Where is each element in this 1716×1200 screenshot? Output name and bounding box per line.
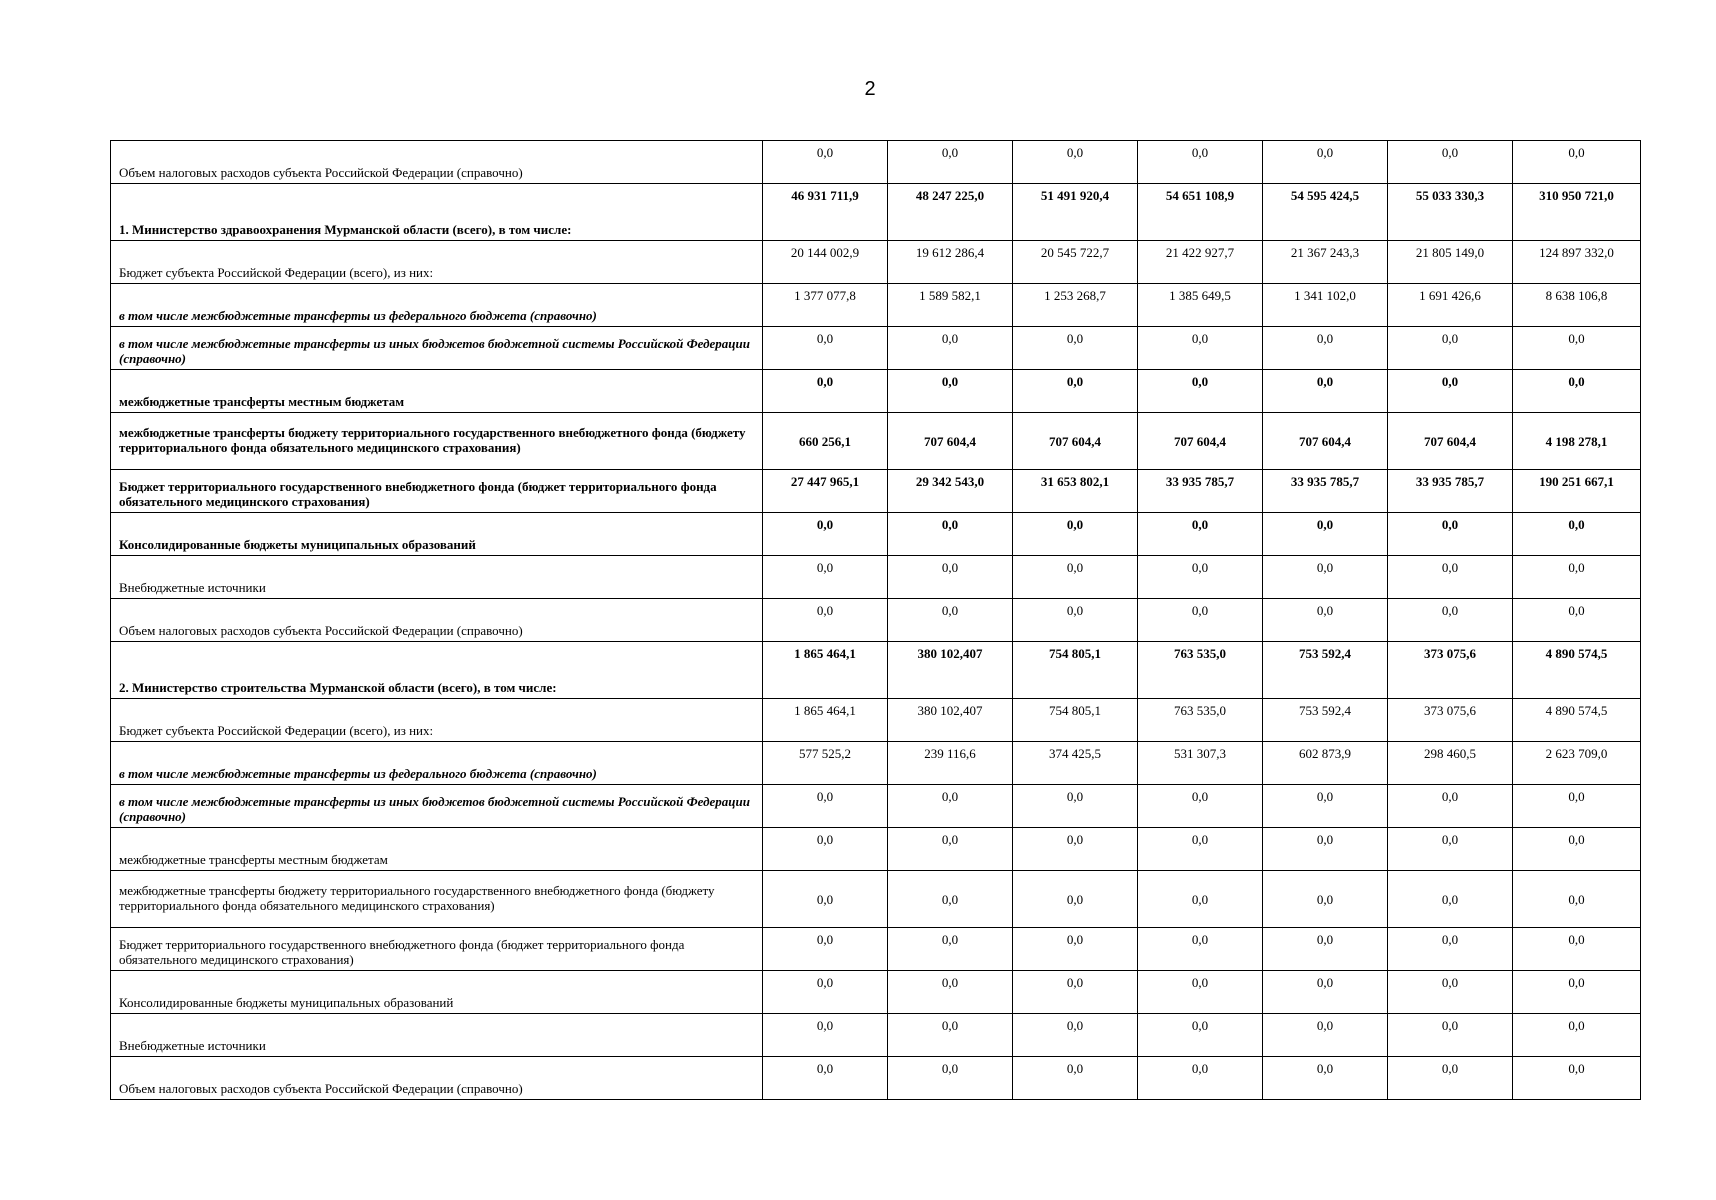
value-cell: 0,0 bbox=[1263, 513, 1388, 556]
table-row bbox=[111, 470, 1641, 513]
value-cell: 0,0 bbox=[1013, 370, 1138, 413]
value-cell: 33 935 785,7 bbox=[1138, 470, 1263, 513]
value-cell: 46 931 711,9 bbox=[763, 184, 888, 241]
value-cell: 0,0 bbox=[763, 971, 888, 1014]
value-cell: 0,0 bbox=[1013, 141, 1138, 184]
value-cell: 0,0 bbox=[1013, 828, 1138, 871]
value-cell: 21 367 243,3 bbox=[1263, 241, 1388, 284]
value-cell: 0,0 bbox=[888, 971, 1013, 1014]
value-cell: 0,0 bbox=[1513, 513, 1641, 556]
value-cell: 0,0 bbox=[1263, 1014, 1388, 1057]
row-label: Объем налоговых расходов субъекта Российской Федерации (справочно) bbox=[111, 1057, 763, 1100]
value-cell: 51 491 920,4 bbox=[1013, 184, 1138, 241]
value-cell: 0,0 bbox=[1013, 971, 1138, 1014]
value-cell: 707 604,4 bbox=[1138, 413, 1263, 470]
value-cell: 0,0 bbox=[1263, 785, 1388, 828]
table-row bbox=[111, 284, 1641, 327]
value-cell: 0,0 bbox=[763, 871, 888, 928]
value-cell: 1 691 426,6 bbox=[1388, 284, 1513, 327]
value-cell: 0,0 bbox=[888, 1014, 1013, 1057]
value-cell: 0,0 bbox=[763, 370, 888, 413]
value-cell: 310 950 721,0 bbox=[1513, 184, 1641, 241]
value-cell: 0,0 bbox=[1138, 556, 1263, 599]
value-cell: 0,0 bbox=[888, 928, 1013, 971]
row-label: Объем налоговых расходов субъекта Российской Федерации (справочно) bbox=[111, 141, 763, 184]
table-row bbox=[111, 642, 1641, 699]
row-label: 2. Министерство строительства Мурманской области (всего), в том числе: bbox=[111, 642, 763, 699]
table-row bbox=[111, 699, 1641, 742]
value-cell: 707 604,4 bbox=[1388, 413, 1513, 470]
value-cell: 4 890 574,5 bbox=[1513, 699, 1641, 742]
value-cell: 0,0 bbox=[1138, 599, 1263, 642]
row-label: Консолидированные бюджеты муниципальных образований bbox=[111, 971, 763, 1014]
budget-table-body bbox=[111, 141, 1641, 1100]
value-cell: 0,0 bbox=[1138, 513, 1263, 556]
table-row bbox=[111, 742, 1641, 785]
value-cell: 0,0 bbox=[1138, 327, 1263, 370]
value-cell: 0,0 bbox=[1263, 928, 1388, 971]
value-cell: 124 897 332,0 bbox=[1513, 241, 1641, 284]
value-cell: 33 935 785,7 bbox=[1388, 470, 1513, 513]
table-row bbox=[111, 599, 1641, 642]
value-cell: 0,0 bbox=[1263, 556, 1388, 599]
row-label: межбюджетные трансферты бюджету территориального государственного внебюджетного фонда (бюджету территориального фонда обязательного медицинского страхования) bbox=[111, 871, 763, 928]
table-row bbox=[111, 327, 1641, 370]
value-cell: 0,0 bbox=[1388, 971, 1513, 1014]
value-cell: 0,0 bbox=[888, 871, 1013, 928]
value-cell: 0,0 bbox=[1013, 599, 1138, 642]
value-cell: 0,0 bbox=[1513, 370, 1641, 413]
value-cell: 19 612 286,4 bbox=[888, 241, 1013, 284]
value-cell: 0,0 bbox=[1013, 871, 1138, 928]
value-cell: 763 535,0 bbox=[1138, 699, 1263, 742]
table-row bbox=[111, 556, 1641, 599]
table-row bbox=[111, 1014, 1641, 1057]
value-cell: 0,0 bbox=[1388, 828, 1513, 871]
value-cell: 0,0 bbox=[1388, 599, 1513, 642]
value-cell: 0,0 bbox=[1138, 828, 1263, 871]
value-cell: 0,0 bbox=[1513, 599, 1641, 642]
value-cell: 0,0 bbox=[1513, 871, 1641, 928]
value-cell: 754 805,1 bbox=[1013, 642, 1138, 699]
value-cell: 1 865 464,1 bbox=[763, 642, 888, 699]
value-cell: 380 102,407 bbox=[888, 642, 1013, 699]
value-cell: 298 460,5 bbox=[1388, 742, 1513, 785]
value-cell: 0,0 bbox=[1388, 327, 1513, 370]
value-cell: 753 592,4 bbox=[1263, 699, 1388, 742]
value-cell: 0,0 bbox=[763, 1014, 888, 1057]
table-row bbox=[111, 1057, 1641, 1100]
value-cell: 373 075,6 bbox=[1388, 699, 1513, 742]
table-row bbox=[111, 184, 1641, 241]
row-label: в том числе межбюджетные трансферты из иных бюджетов бюджетной системы Российской Федерации (справочно) bbox=[111, 327, 763, 370]
value-cell: 0,0 bbox=[1513, 327, 1641, 370]
value-cell: 0,0 bbox=[1138, 871, 1263, 928]
value-cell: 0,0 bbox=[1388, 928, 1513, 971]
value-cell: 0,0 bbox=[1513, 141, 1641, 184]
value-cell: 190 251 667,1 bbox=[1513, 470, 1641, 513]
value-cell: 4 198 278,1 bbox=[1513, 413, 1641, 470]
value-cell: 239 116,6 bbox=[888, 742, 1013, 785]
value-cell: 4 890 574,5 bbox=[1513, 642, 1641, 699]
table-row bbox=[111, 413, 1641, 470]
value-cell: 0,0 bbox=[1513, 785, 1641, 828]
row-label: Бюджет субъекта Российской Федерации (всего), из них: bbox=[111, 241, 763, 284]
row-label: 1. Министерство здравоохранения Мурманской области (всего), в том числе: bbox=[111, 184, 763, 241]
table-row bbox=[111, 141, 1641, 184]
value-cell: 0,0 bbox=[888, 556, 1013, 599]
value-cell: 0,0 bbox=[1138, 141, 1263, 184]
value-cell: 31 653 802,1 bbox=[1013, 470, 1138, 513]
value-cell: 1 589 582,1 bbox=[888, 284, 1013, 327]
value-cell: 0,0 bbox=[1388, 1057, 1513, 1100]
value-cell: 0,0 bbox=[763, 1057, 888, 1100]
value-cell: 0,0 bbox=[1263, 327, 1388, 370]
value-cell: 8 638 106,8 bbox=[1513, 284, 1641, 327]
value-cell: 0,0 bbox=[1513, 928, 1641, 971]
value-cell: 753 592,4 bbox=[1263, 642, 1388, 699]
value-cell: 0,0 bbox=[1388, 1014, 1513, 1057]
table-row bbox=[111, 828, 1641, 871]
value-cell: 763 535,0 bbox=[1138, 642, 1263, 699]
value-cell: 0,0 bbox=[888, 599, 1013, 642]
value-cell: 1 341 102,0 bbox=[1263, 284, 1388, 327]
value-cell: 0,0 bbox=[1513, 971, 1641, 1014]
value-cell: 0,0 bbox=[888, 370, 1013, 413]
value-cell: 531 307,3 bbox=[1138, 742, 1263, 785]
row-label: межбюджетные трансферты бюджету территориального государственного внебюджетного фонда (бюджету территориального фонда обязательного медицинского страхования) bbox=[111, 413, 763, 470]
value-cell: 29 342 543,0 bbox=[888, 470, 1013, 513]
value-cell: 0,0 bbox=[1513, 1057, 1641, 1100]
value-cell: 0,0 bbox=[763, 141, 888, 184]
value-cell: 660 256,1 bbox=[763, 413, 888, 470]
value-cell: 374 425,5 bbox=[1013, 742, 1138, 785]
page-number: 2 bbox=[864, 78, 876, 100]
value-cell: 0,0 bbox=[1138, 370, 1263, 413]
value-cell: 0,0 bbox=[1263, 871, 1388, 928]
value-cell: 707 604,4 bbox=[1263, 413, 1388, 470]
value-cell: 0,0 bbox=[1013, 513, 1138, 556]
value-cell: 0,0 bbox=[888, 785, 1013, 828]
value-cell: 0,0 bbox=[763, 928, 888, 971]
value-cell: 0,0 bbox=[1138, 785, 1263, 828]
value-cell: 754 805,1 bbox=[1013, 699, 1138, 742]
value-cell: 0,0 bbox=[1388, 871, 1513, 928]
value-cell: 27 447 965,1 bbox=[763, 470, 888, 513]
value-cell: 0,0 bbox=[888, 828, 1013, 871]
value-cell: 602 873,9 bbox=[1263, 742, 1388, 785]
value-cell: 0,0 bbox=[763, 513, 888, 556]
table-row bbox=[111, 241, 1641, 284]
row-label: в том числе межбюджетные трансферты из федерального бюджета (справочно) bbox=[111, 284, 763, 327]
row-label: в том числе межбюджетные трансферты из федерального бюджета (справочно) bbox=[111, 742, 763, 785]
row-label: Консолидированные бюджеты муниципальных образований bbox=[111, 513, 763, 556]
value-cell: 21 422 927,7 bbox=[1138, 241, 1263, 284]
value-cell: 0,0 bbox=[1013, 928, 1138, 971]
value-cell: 0,0 bbox=[1513, 1014, 1641, 1057]
value-cell: 0,0 bbox=[1388, 370, 1513, 413]
value-cell: 0,0 bbox=[888, 513, 1013, 556]
value-cell: 1 385 649,5 bbox=[1138, 284, 1263, 327]
row-label: в том числе межбюджетные трансферты из иных бюджетов бюджетной системы Российской Федерации (справочно) bbox=[111, 785, 763, 828]
value-cell: 0,0 bbox=[1138, 971, 1263, 1014]
value-cell: 0,0 bbox=[763, 599, 888, 642]
value-cell: 0,0 bbox=[1263, 971, 1388, 1014]
value-cell: 0,0 bbox=[1138, 1057, 1263, 1100]
table-row bbox=[111, 871, 1641, 928]
value-cell: 54 651 108,9 bbox=[1138, 184, 1263, 241]
value-cell: 707 604,4 bbox=[1013, 413, 1138, 470]
row-label: Внебюджетные источники bbox=[111, 1014, 763, 1057]
value-cell: 0,0 bbox=[1388, 513, 1513, 556]
row-label: Объем налоговых расходов субъекта Российской Федерации (справочно) bbox=[111, 599, 763, 642]
value-cell: 0,0 bbox=[1263, 1057, 1388, 1100]
value-cell: 0,0 bbox=[1388, 785, 1513, 828]
value-cell: 1 377 077,8 bbox=[763, 284, 888, 327]
value-cell: 1 865 464,1 bbox=[763, 699, 888, 742]
value-cell: 0,0 bbox=[1388, 556, 1513, 599]
value-cell: 0,0 bbox=[1013, 556, 1138, 599]
value-cell: 0,0 bbox=[1513, 828, 1641, 871]
value-cell: 0,0 bbox=[888, 327, 1013, 370]
row-label: Бюджет субъекта Российской Федерации (всего), из них: bbox=[111, 699, 763, 742]
value-cell: 33 935 785,7 bbox=[1263, 470, 1388, 513]
value-cell: 20 144 002,9 bbox=[763, 241, 888, 284]
row-label: Бюджет территориального государственного внебюджетного фонда (бюджет территориального фонда обязательного медицинского страхования) bbox=[111, 928, 763, 971]
table-row bbox=[111, 370, 1641, 413]
value-cell: 0,0 bbox=[1013, 785, 1138, 828]
row-label: межбюджетные трансферты местным бюджетам bbox=[111, 370, 763, 413]
value-cell: 577 525,2 bbox=[763, 742, 888, 785]
value-cell: 0,0 bbox=[1013, 1057, 1138, 1100]
value-cell: 0,0 bbox=[763, 785, 888, 828]
table-row bbox=[111, 971, 1641, 1014]
value-cell: 0,0 bbox=[1388, 141, 1513, 184]
value-cell: 54 595 424,5 bbox=[1263, 184, 1388, 241]
value-cell: 0,0 bbox=[763, 327, 888, 370]
value-cell: 21 805 149,0 bbox=[1388, 241, 1513, 284]
value-cell: 0,0 bbox=[1263, 370, 1388, 413]
value-cell: 0,0 bbox=[1513, 556, 1641, 599]
table-row bbox=[111, 928, 1641, 971]
value-cell: 20 545 722,7 bbox=[1013, 241, 1138, 284]
value-cell: 0,0 bbox=[1013, 1014, 1138, 1057]
value-cell: 0,0 bbox=[1138, 1014, 1263, 1057]
budget-table bbox=[110, 140, 1641, 1100]
value-cell: 2 623 709,0 bbox=[1513, 742, 1641, 785]
value-cell: 48 247 225,0 bbox=[888, 184, 1013, 241]
value-cell: 0,0 bbox=[1263, 599, 1388, 642]
value-cell: 0,0 bbox=[888, 141, 1013, 184]
value-cell: 0,0 bbox=[763, 556, 888, 599]
table-row bbox=[111, 785, 1641, 828]
value-cell: 1 253 268,7 bbox=[1013, 284, 1138, 327]
table-row bbox=[111, 513, 1641, 556]
value-cell: 55 033 330,3 bbox=[1388, 184, 1513, 241]
value-cell: 0,0 bbox=[888, 1057, 1013, 1100]
value-cell: 0,0 bbox=[1013, 327, 1138, 370]
row-label: Внебюджетные источники bbox=[111, 556, 763, 599]
value-cell: 707 604,4 bbox=[888, 413, 1013, 470]
value-cell: 0,0 bbox=[1138, 928, 1263, 971]
value-cell: 380 102,407 bbox=[888, 699, 1013, 742]
value-cell: 373 075,6 bbox=[1388, 642, 1513, 699]
value-cell: 0,0 bbox=[1263, 828, 1388, 871]
row-label: Бюджет территориального государственного внебюджетного фонда (бюджет территориального фонда обязательного медицинского страхования) bbox=[111, 470, 763, 513]
row-label: межбюджетные трансферты местным бюджетам bbox=[111, 828, 763, 871]
value-cell: 0,0 bbox=[763, 828, 888, 871]
value-cell: 0,0 bbox=[1263, 141, 1388, 184]
